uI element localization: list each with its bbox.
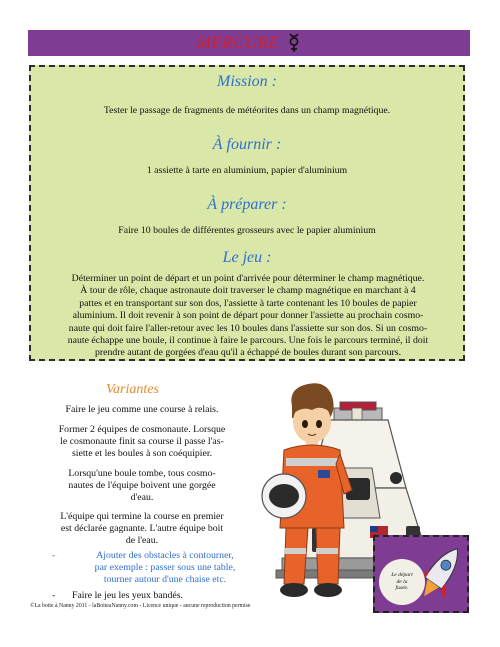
jeu-line: aluminium. Il doit revenir à son point de départ pour donner l'assiette au prochain cosmo- [72, 310, 424, 322]
mission-text: Tester le passage de fragments de météorites dans un champ magnétique. [103, 105, 391, 116]
variante-line: Faire le jeu comme une course à relais. [65, 404, 219, 415]
bullet-dash: - [52, 550, 56, 561]
jeu-line: À tour de rôle, chaque astronaute doit traverser le champ magnétique en marchant à 4 [80, 285, 416, 297]
page-title: MERCURE [196, 33, 280, 52]
card-line: fusée. [395, 585, 409, 592]
mission-heading: Mission : [217, 73, 277, 90]
bullet-line: tourner autour d'une chaise etc. [103, 574, 227, 586]
bullet-line: par exemple : passer sous une table, [94, 562, 236, 574]
instructions-panel [29, 65, 465, 361]
jeu-text [37, 273, 459, 360]
bullet-line: Ajouter des obstacles à contourner, [96, 550, 234, 561]
preparer-text: Faire 10 boules de différentes grosseurs avec le papier aluminium [118, 225, 376, 236]
preparer-heading: À préparer : [207, 196, 287, 213]
variante-bullet [52, 590, 262, 602]
bullet-line: Faire le jeu les yeux bandés. [72, 590, 183, 601]
fournir-heading: À fournir : [212, 136, 282, 153]
variante-line: Lorsqu'une boule tombe, tous cosmo- [68, 468, 216, 479]
jeu-line: pattes et en transportant sur son dos, l'assiette à tarte contenant les 10 boules de papier [79, 297, 417, 309]
fournir-text: 1 assiette à tarte en aluminium, papier d'aluminium [146, 165, 348, 176]
variante-line: L'équipe qui termine la course en premier [60, 511, 224, 522]
variante-line: est déclarée gagnante. L'autre équipe boit [60, 523, 224, 535]
variante-line: d'eau. [130, 492, 154, 504]
variante-line: nautes de l'équipe boivent une gorgée [68, 480, 216, 492]
bullet-dash: - [52, 590, 56, 601]
variantes-heading: Variantes [106, 382, 159, 397]
card-line: de la [396, 578, 408, 585]
jeu-line: naute échappe une boule, il continue à faire le parcours. Une fois le parcours terminé, il doit [67, 335, 429, 347]
variante-paragraph [42, 511, 242, 548]
variante-line: Former 2 équipes de cosmonaute. Lorsque [58, 424, 226, 435]
variante-paragraph [42, 468, 242, 505]
jeu-line: Déterminer un point de départ et un point d'arrivée pour déterminer le champ magnétique. [71, 273, 425, 284]
variante-line: de l'eau. [125, 535, 159, 547]
jeu-line: prendre autant de gorgées d'eau qu'il a échappé de boules durant son parcours. [94, 347, 402, 359]
start-label-bubble [379, 559, 425, 605]
title-banner [28, 30, 470, 56]
mercury-symbol-icon [287, 33, 301, 53]
card-line: Le départ [391, 572, 413, 579]
copyright-footer: ©La boite à Nanny 2011 - laBoiteaNanny.com - Licence unique - aucune reproduction permise [30, 603, 251, 609]
variante-line: siette et les boules à son coéquipier. [71, 448, 213, 460]
variante-line: le cosmonaute finit sa course il passe l'as- [60, 436, 224, 448]
variante-paragraph [42, 424, 242, 461]
variante-bullet [52, 550, 262, 587]
rocket-start-card [373, 535, 469, 613]
variante-paragraph [42, 404, 242, 416]
jeu-heading: Le jeu : [222, 249, 272, 266]
jeu-line: naute qui doit faire l'aller-retour avec les 10 boules dans l'assiette sur son dos. Si un cosmo- [68, 322, 428, 334]
